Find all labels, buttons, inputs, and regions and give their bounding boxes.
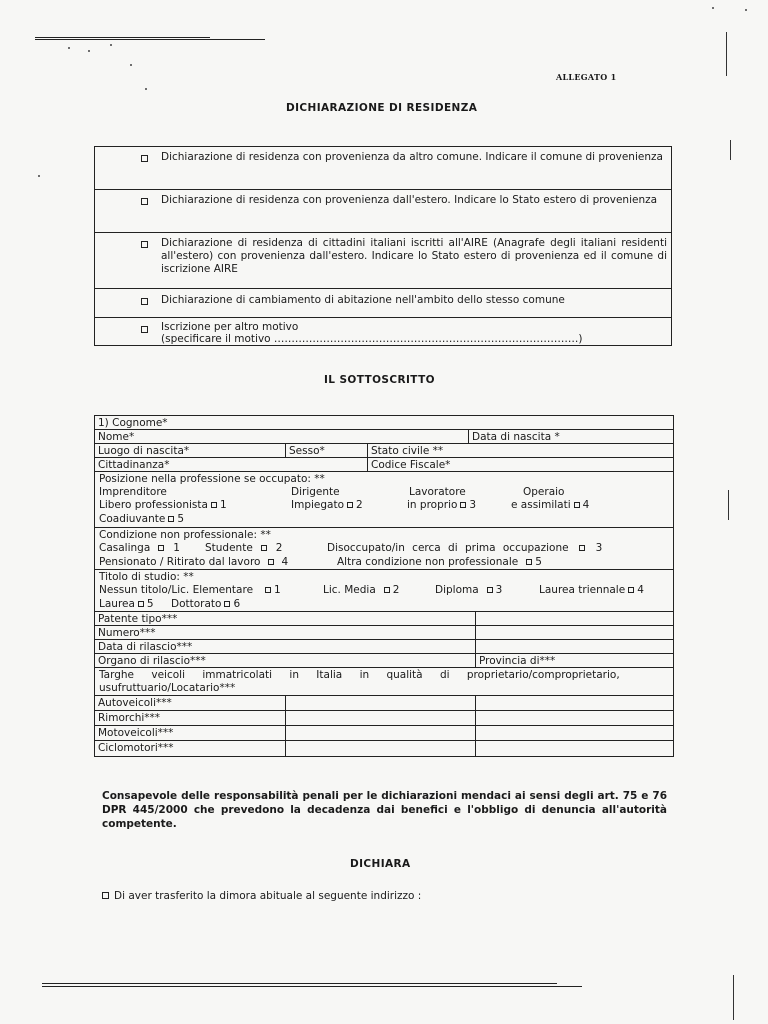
checkbox-6[interactable] [224,601,230,607]
row-autoveicoli [95,696,673,711]
field-stato-civile[interactable]: Stato civile ** [367,444,673,457]
row-cognome [95,416,673,430]
checkbox-3[interactable] [487,587,493,593]
scan-speck [38,175,40,177]
option-assimilati[interactable] [511,499,589,511]
code-5: 5 [146,598,154,610]
code-4: 4 [582,499,590,511]
field-motoveicoli[interactable]: Motoveicoli*** [98,727,174,739]
scan-speck [110,44,112,46]
code-5: 5 [177,513,184,525]
label-imprenditore: Imprenditore [99,486,167,498]
professione-heading: Posizione nella professione se occupato: ** [99,473,325,485]
field-numero[interactable]: Numero*** [98,627,156,639]
option-row [95,289,671,318]
checkbox-4[interactable] [268,559,274,565]
option-row [95,318,671,345]
field-ciclomotori-2[interactable] [475,741,673,756]
option-nessun[interactable] [99,584,281,596]
code-1: 1 [219,499,227,511]
bottom-scan-line [42,983,557,984]
field-provincia[interactable]: Provincia di*** [475,654,673,667]
field-data-nascita[interactable]: Data di nascita * [468,430,673,443]
trasferito-checkbox[interactable] [102,892,109,899]
option-coadiuvante[interactable] [99,513,184,525]
option-text: Dichiarazione di cambiamento di abitazione nell'ambito dello stesso comune [161,294,565,306]
option-trasferito[interactable] [102,890,421,902]
field-autoveicoli-1[interactable] [285,696,475,710]
checkbox-3[interactable] [460,502,466,508]
section-title-sottoscritto: IL SOTTOSCRITTO [324,374,435,386]
label-impiegato: Impiegato [291,499,345,511]
code-3: 3 [469,499,477,511]
checkbox-5[interactable] [168,516,174,522]
field-ciclomotori-1[interactable] [285,741,475,756]
field-motoveicoli-1[interactable] [285,726,475,740]
row-luogo [95,444,673,458]
option-checkbox[interactable] [141,155,148,162]
field-luogo-nascita[interactable]: Luogo di nascita* [98,445,190,457]
code-5: 5 [535,556,542,568]
checkbox-3[interactable] [579,545,585,551]
label-studente: Studente [205,542,253,554]
option-text-line2: (specificare il motivo ……………………………………………………………………………) [161,333,583,345]
field-cittadinanza[interactable]: Cittadinanza* [98,459,170,471]
option-row [95,147,671,190]
checkbox-4[interactable] [628,587,634,593]
code-3: 3 [595,542,603,554]
option-text: Dichiarazione di residenza con provenienza dall'estero. Indicare lo Stato estero di provenienza [161,194,658,206]
code-1: 1 [274,584,281,596]
option-disoccupato[interactable] [327,542,602,554]
code-4: 4 [637,584,644,596]
option-altra[interactable] [337,556,542,568]
row-targhe [95,668,673,696]
option-text: Dichiarazione di residenza di cittadini italiani iscritti all'AIRE (Anagrafe degli italiani residenti all'estero) con provenienza dall'estero. Indicare lo Stato estero di provenienza ed il comune di iscrizione AIRE [161,237,667,275]
label-dirigente: Dirigente [291,486,340,498]
allegato-label: ALLEGATO 1 [556,72,617,82]
label-libero: Libero professionista [99,499,208,511]
targhe-line1: Targhe veicoli immatricolati in Italia in qualità di proprietario/comproprietario, [99,669,620,681]
right-edge-mark [728,490,729,520]
row-nome [95,430,673,444]
option-triennale[interactable] [539,584,644,596]
row-data-rilascio [95,640,673,654]
checkbox-2[interactable] [347,502,353,508]
row-ciclomotori [95,741,673,756]
option-checkbox[interactable] [141,198,148,205]
top-scan-line-thin [35,39,265,40]
label-lavoratore: Lavoratore [409,486,466,498]
right-edge-mark [733,975,734,1020]
label-dottorato: Dottorato [171,598,222,610]
label-laurea: Laurea [99,598,135,610]
option-text: Dichiarazione di residenza con provenienza da altro comune. Indicare il comune di provenienza [161,151,663,163]
option-pensionato[interactable] [99,556,288,568]
label-altra: Altra condizione non professionale [337,556,519,568]
option-in-proprio[interactable] [407,499,476,511]
label-nessun: Nessun titolo/Lic. Elementare [99,584,254,596]
field-data-rilascio[interactable]: Data di rilascio*** [98,641,193,653]
field-rimorchi[interactable]: Rimorchi*** [98,712,161,724]
label-operaio: Operaio [523,486,565,498]
row-professione [95,472,673,528]
option-studente[interactable] [205,542,282,554]
right-edge-mark [730,140,731,160]
code-6: 6 [233,598,241,610]
row-rimorchi [95,711,673,726]
field-rimorchi-1[interactable] [285,711,475,725]
code-2: 2 [356,499,363,511]
option-diploma[interactable] [435,584,502,596]
field-sesso[interactable]: Sesso* [285,444,367,457]
field-codice-fiscale[interactable]: Codice Fiscale* [367,458,673,471]
option-checkbox[interactable] [141,241,148,248]
label-media: Lic. Media [323,584,376,596]
code-2: 2 [392,584,400,596]
label-triennale: Laurea triennale [539,584,626,596]
personal-data-form [94,415,674,757]
code-2: 2 [275,542,283,554]
checkbox-4[interactable] [574,502,580,508]
field-rimorchi-2[interactable] [475,711,673,725]
scan-speck [712,7,714,9]
condizione-heading: Condizione non professionale: ** [99,529,271,541]
label-pensionato: Pensionato / Ritirato dal lavoro [99,556,261,568]
field-organo-rilascio[interactable]: Organo di rilascio*** [98,655,206,667]
row-titolo [95,570,673,612]
row-motoveicoli [95,726,673,741]
document-title: DICHIARAZIONE DI RESIDENZA [286,102,478,114]
bottom-scan-line-thin [42,986,582,987]
field-cognome[interactable]: 1) Cognome* [98,417,168,429]
top-scan-line [35,37,210,38]
section-title-dichiara: DICHIARA [350,858,411,870]
right-edge-mark [726,32,727,76]
targhe-line2: usufruttuario/Locatario*** [99,682,236,694]
label-diploma: Diploma [435,584,479,596]
code-3: 3 [495,584,503,596]
field-autoveicoli-2[interactable] [475,696,673,710]
field-numero-value[interactable] [475,626,673,639]
field-ciclomotori[interactable]: Ciclomotori*** [98,742,174,754]
checkbox-2[interactable] [261,545,267,551]
option-dottorato[interactable] [171,598,240,610]
row-patente-tipo [95,612,673,626]
code-4: 4 [281,556,289,568]
label-casalinga: Casalinga [99,542,151,554]
option-impiegato[interactable] [291,499,363,511]
legal-warning: Consapevole delle responsabilità penali per le dichiarazioni mendaci ai sensi degli art. 75 e 76 DPR 445/2000 che prevedono la decadenza dai benefici e l'obbligo di denuncia all'autorità competente. [102,790,667,830]
scan-speck [68,47,70,49]
row-condizione [95,528,673,570]
label-coadiuvante: Coadiuvante [99,513,166,525]
checkbox-5[interactable] [138,601,144,607]
option-checkbox[interactable] [141,298,148,305]
scan-speck [130,64,132,66]
titolo-heading: Titolo di studio: ** [99,571,194,583]
checkbox-1[interactable] [265,587,271,593]
scan-speck [145,88,147,90]
row-numero [95,626,673,640]
scan-speck [88,50,90,52]
option-text-line1: Iscrizione per altro motivo [161,321,299,333]
option-row [95,233,671,289]
field-motoveicoli-2[interactable] [475,726,673,740]
row-cittadinanza [95,458,673,472]
option-media[interactable] [323,584,399,596]
option-libero[interactable] [99,499,227,511]
option-row [95,190,671,233]
label-disoccupato: Disoccupato/in cerca di prima occupazione [327,542,569,554]
option-laurea[interactable] [99,598,154,610]
checkbox-1[interactable] [211,502,217,508]
checkbox-5[interactable] [526,559,532,565]
declaration-type-box [94,146,672,346]
checkbox-1[interactable] [158,545,164,551]
label-in-proprio: in proprio [407,499,458,511]
scan-speck [745,9,747,11]
code-1: 1 [173,542,180,554]
field-data-rilascio-value[interactable] [475,640,673,653]
label-assimilati: e assimilati [511,499,571,511]
checkbox-2[interactable] [384,587,390,593]
option-checkbox[interactable] [141,326,148,333]
field-nome[interactable]: Nome* [98,431,135,443]
field-patente-tipo[interactable]: Patente tipo*** [98,613,178,625]
row-organo [95,654,673,668]
trasferito-text: Di aver trasferito la dimora abituale al seguente indirizzo : [114,890,422,902]
field-patente-tipo-value[interactable] [475,612,673,625]
option-casalinga[interactable] [99,542,180,554]
field-autoveicoli[interactable]: Autoveicoli*** [98,697,172,709]
